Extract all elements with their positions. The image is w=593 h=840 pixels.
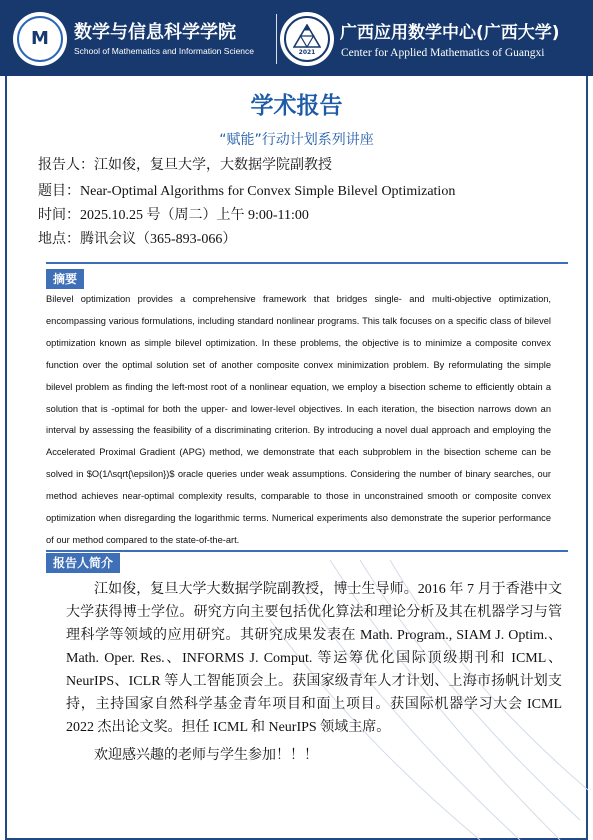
center-name-english: Center for Applied Mathematics of Guangxi [341, 47, 545, 59]
location-line: 地点：腾讯会议（365-893-066） [38, 232, 237, 247]
bio-divider [46, 550, 568, 552]
school-logo-mark: M [31, 28, 49, 49]
time-line: 时间：2025.10.25 号（周二）上午 9:00-11:00 [38, 208, 309, 223]
bio-label: 报告人简介 [46, 553, 120, 573]
school-name: 数学与信息科学学院 [74, 22, 236, 43]
abstract-label: 摘要 [46, 269, 84, 289]
welcome-message: 欢迎感兴趣的老师与学生参加！！！ [94, 748, 318, 763]
speaker-line: 报告人：江如俊，复旦大学，大数据学院副教授 [38, 158, 332, 173]
page-title: 学术报告 [250, 93, 343, 119]
abstract-divider [46, 262, 568, 264]
lecture-series: “赋能”行动计划系列讲座 [219, 132, 374, 148]
center-logo-year: 2021 [298, 49, 316, 56]
topic-line: 题目：Near-Optimal Algorithms for Convex Simple Bilevel Optimization [38, 184, 456, 199]
school-name-english: School of Mathematics and Information Science [74, 46, 255, 56]
center-name: 广西应用数学中心(广西大学) [340, 23, 560, 43]
bio-text: 江如俊，复旦大学大数据学院副教授，博士生导师。2016 年 7 月于香港中文大学获得博士学位。研究方向主要包括优化算法和理论分析及其在机器学习与管理科学等领域的应用研究。其研究成果发表在 Math. Program., SIAM J. Optim.、Math. Oper. Res.、INFORMS J. Comput. 等运筹优化国际顶级期刊和 ICML、NeurIPS、ICLR 等人工智能顶会上。获国家级青年人才计划、上海市扬帆计划支持，主持国家自然科学基金青年项目和面上项目。获国际机器学习大会 ICML 2022 杰出论文奖。担任 ICML 和 NeurIPS 领域主席。 [66, 582, 562, 735]
abstract-text: Bilevel optimization provides a comprehensive framework that bridges single- and multi-objective optimization, encompassing various formulations, including standard nonlinear programs. This talk focuses on a specific class of bilevel optimization known as simple bilevel optimization. In these problems, the objective is to minimize a composite convex function over the optimal solution set of another composite convex minimization problem. By reformulating the simple bilevel problem as finding the left-most root of a nonlinear equation, we employ a bisection scheme to efficiently obtain a solution that is -optimal for both the upper- and lower-level objectives. In each iteration, the bisection narrows down an interval by assessing the feasibility of a discriminating criterion. By introducing a novel dual approach and employing the Accelerated Proximal Gradient (APG) method, we demonstrate that each subproblem in the bisection scheme can be solved in $O(1/\sqrt{\epsilon})$ oracle queries under weak assumptions. Considering the number of binary searches, our method achieves near-optimal complexity results, comparable to those in unconstrained smooth or composite convex optimization when disregarding the logarithmic terms. Numerical experiments also demonstrate the superior performance of our method compared to the state-of-the-art. [46, 294, 551, 545]
